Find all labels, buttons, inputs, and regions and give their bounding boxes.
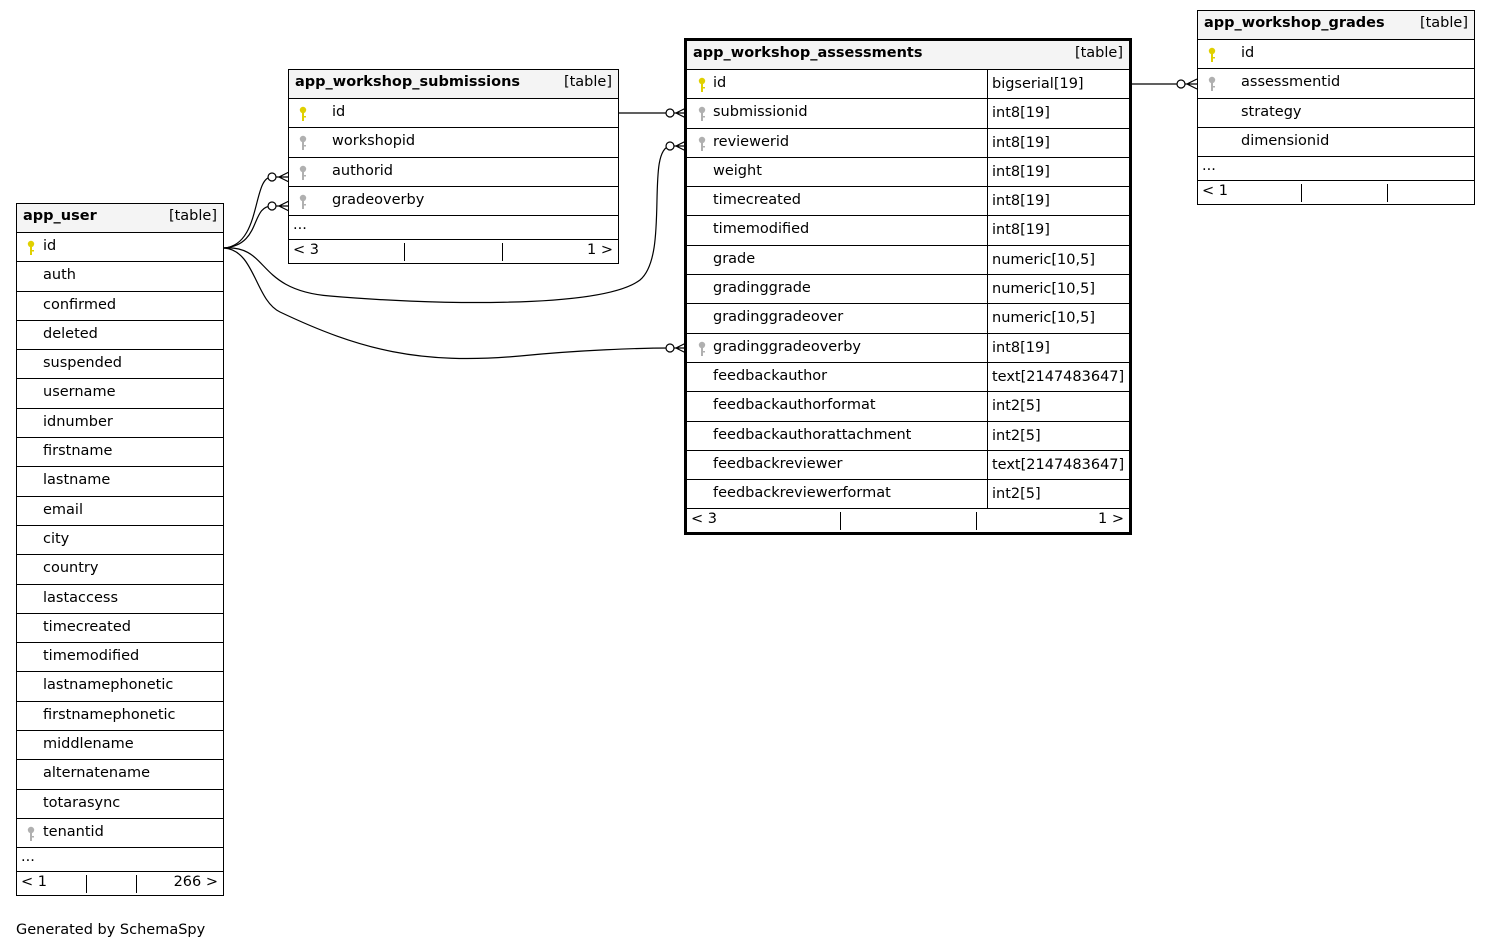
- column-type: numeric[10,5]: [987, 275, 1129, 303]
- column-name: feedbackreviewerformat: [713, 485, 891, 502]
- table-row[interactable]: [17, 702, 223, 731]
- column-type: numeric[10,5]: [987, 246, 1129, 274]
- column-name: totarasync: [43, 794, 121, 811]
- foreign-key-icon: [298, 135, 308, 151]
- table-row[interactable]: [17, 497, 223, 526]
- nav-left[interactable]: < 3: [691, 511, 717, 528]
- column-list: [1198, 40, 1474, 157]
- primary-key-icon: [298, 106, 308, 122]
- table-row[interactable]: [17, 555, 223, 584]
- foreign-key-icon: [26, 826, 36, 842]
- table-kind: [table]: [1074, 45, 1123, 61]
- table-row[interactable]: [17, 760, 223, 789]
- table-row[interactable]: [687, 216, 1129, 245]
- table-row[interactable]: [687, 246, 1129, 275]
- table-app-workshop-assessments[interactable]: [684, 38, 1132, 535]
- more-columns: ...: [1198, 157, 1474, 181]
- column-name: grade: [713, 250, 756, 267]
- column-name: gradeoverby: [332, 191, 425, 208]
- table-row[interactable]: [687, 99, 1129, 128]
- table-row[interactable]: [17, 350, 223, 379]
- column-name: feedbackauthorformat: [713, 397, 876, 414]
- table-app-user[interactable]: [16, 203, 224, 896]
- marker-gradinggradeoverby: [666, 344, 674, 352]
- table-row[interactable]: [289, 158, 618, 187]
- edge-user-submissions-gradeoverby: [224, 206, 272, 248]
- table-row[interactable]: [687, 158, 1129, 187]
- column-name: alternatename: [43, 765, 151, 782]
- table-row[interactable]: [687, 275, 1129, 304]
- table-row[interactable]: [17, 585, 223, 614]
- table-row[interactable]: [17, 409, 223, 438]
- table-row[interactable]: [687, 70, 1129, 99]
- edge-user-submissions-authorid: [224, 177, 272, 248]
- column-type: int8[19]: [987, 129, 1129, 157]
- edge-user-assessments-gradinggradeoverby: [224, 248, 670, 359]
- table-row[interactable]: [17, 321, 223, 350]
- table-row[interactable]: [687, 392, 1129, 421]
- more-columns: ...: [289, 216, 618, 240]
- column-name: username: [43, 384, 116, 401]
- column-name: middlename: [43, 736, 134, 753]
- table-header: [289, 70, 618, 99]
- column-name: strategy: [1241, 103, 1302, 120]
- table-row[interactable]: [687, 334, 1129, 363]
- table-row[interactable]: [17, 467, 223, 496]
- nav-left[interactable]: < 3: [293, 242, 319, 259]
- column-name: feedbackauthorattachment: [713, 426, 912, 443]
- primary-key-icon: [697, 77, 707, 93]
- column-name: id: [1241, 45, 1255, 61]
- column-name: deleted: [43, 325, 98, 342]
- column-name: country: [43, 560, 99, 577]
- table-row[interactable]: [17, 643, 223, 672]
- table-app-workshop-submissions[interactable]: [288, 69, 619, 264]
- table-row[interactable]: [687, 187, 1129, 216]
- column-name: id: [332, 104, 346, 120]
- more-columns: ...: [17, 848, 223, 872]
- foreign-key-icon: [697, 136, 707, 152]
- column-name: firstnamephonetic: [43, 706, 176, 723]
- marker-assessmentid: [1177, 80, 1185, 88]
- column-type: int2[5]: [987, 392, 1129, 420]
- column-name: lastnamephonetic: [43, 677, 174, 694]
- column-name: timecreated: [713, 192, 801, 209]
- column-type: text[2147483647]: [987, 363, 1129, 391]
- column-name: gradinggradeover: [713, 309, 844, 326]
- table-row[interactable]: [687, 129, 1129, 158]
- column-type: int8[19]: [987, 158, 1129, 186]
- column-name: gradinggrade: [713, 280, 811, 297]
- foreign-key-icon: [298, 194, 308, 210]
- table-row[interactable]: [687, 480, 1129, 509]
- table-row[interactable]: [17, 672, 223, 701]
- column-name: reviewerid: [713, 133, 790, 150]
- column-name: timecreated: [43, 618, 131, 635]
- column-name: feedbackauthor: [713, 367, 828, 384]
- column-name: idnumber: [43, 413, 113, 430]
- table-kind: [table]: [1419, 15, 1468, 31]
- column-type: int8[19]: [987, 99, 1129, 127]
- table-row[interactable]: [289, 187, 618, 216]
- table-footer-nav: [687, 509, 1129, 532]
- column-list: [687, 70, 1129, 509]
- table-row[interactable]: [687, 451, 1129, 480]
- table-row[interactable]: [17, 731, 223, 760]
- table-row[interactable]: [17, 614, 223, 643]
- column-type: int8[19]: [987, 187, 1129, 215]
- foreign-key-icon: [697, 106, 707, 122]
- table-name: app_workshop_submissions: [295, 74, 521, 90]
- marker-reviewerid: [666, 142, 674, 150]
- foreign-key-icon: [697, 341, 707, 357]
- column-name: timemodified: [713, 221, 810, 238]
- nav-left[interactable]: < 1: [21, 874, 47, 891]
- column-name: assessmentid: [1241, 74, 1341, 91]
- nav-right[interactable]: 1 >: [587, 242, 613, 259]
- column-name: id: [713, 75, 727, 91]
- column-name: timemodified: [43, 648, 140, 665]
- column-name: submissionid: [713, 104, 808, 121]
- column-type: text[2147483647]: [987, 451, 1129, 479]
- table-header: [687, 41, 1129, 70]
- column-name: gradinggradeoverby: [713, 338, 861, 355]
- column-type: int8[19]: [987, 334, 1129, 362]
- table-row[interactable]: [17, 438, 223, 467]
- table-row[interactable]: [17, 790, 223, 819]
- column-name: suspended: [43, 355, 122, 372]
- table-footer-nav: [289, 240, 618, 263]
- column-name: city: [43, 530, 70, 547]
- table-row[interactable]: [289, 128, 618, 157]
- table-row[interactable]: [1198, 40, 1474, 69]
- column-name: id: [43, 238, 57, 254]
- column-type: int2[5]: [987, 422, 1129, 450]
- generated-by-label: Generated by SchemaSpy: [16, 922, 206, 938]
- column-type: int8[19]: [987, 216, 1129, 244]
- table-row[interactable]: [687, 422, 1129, 451]
- table-row[interactable]: [1198, 99, 1474, 128]
- column-name: confirmed: [43, 296, 117, 313]
- table-row[interactable]: [17, 262, 223, 291]
- table-footer-nav: [17, 872, 223, 895]
- table-app-workshop-grades[interactable]: [1197, 10, 1475, 205]
- table-row[interactable]: [687, 304, 1129, 333]
- nav-right[interactable]: 266 >: [173, 874, 218, 891]
- table-row[interactable]: [1198, 128, 1474, 157]
- table-row[interactable]: [17, 526, 223, 555]
- table-row[interactable]: [17, 292, 223, 321]
- column-list: [289, 99, 618, 216]
- column-name: email: [43, 501, 83, 518]
- nav-left[interactable]: < 1: [1202, 183, 1228, 200]
- table-row[interactable]: [17, 379, 223, 408]
- foreign-key-icon: [1207, 76, 1217, 92]
- table-name: app_workshop_grades: [1204, 15, 1385, 31]
- table-kind: [table]: [563, 74, 612, 90]
- column-name: dimensionid: [1241, 132, 1330, 149]
- column-type: bigserial[19]: [987, 70, 1129, 98]
- column-name: firstname: [43, 443, 113, 460]
- column-name: weight: [713, 162, 762, 179]
- table-header: [1198, 11, 1474, 40]
- primary-key-icon: [26, 240, 36, 256]
- table-header: [17, 204, 223, 233]
- marker-submissionid: [666, 109, 674, 117]
- column-name: lastname: [43, 472, 111, 489]
- table-row[interactable]: [17, 233, 223, 262]
- table-name: app_workshop_assessments: [693, 45, 923, 61]
- marker-authorid: [268, 173, 276, 181]
- table-footer-nav: [1198, 181, 1474, 204]
- table-row[interactable]: [17, 819, 223, 848]
- table-row[interactable]: [289, 99, 618, 128]
- primary-key-icon: [1207, 47, 1217, 63]
- column-name: feedbackreviewer: [713, 455, 843, 472]
- table-kind: [table]: [168, 208, 217, 224]
- column-list: [17, 233, 223, 848]
- column-name: lastaccess: [43, 589, 119, 606]
- marker-gradeoverby: [268, 202, 276, 210]
- column-type: numeric[10,5]: [987, 304, 1129, 332]
- foreign-key-icon: [298, 165, 308, 181]
- column-type: int2[5]: [987, 480, 1129, 508]
- column-name: auth: [43, 267, 76, 284]
- column-name: tenantid: [43, 823, 104, 840]
- nav-right[interactable]: 1 >: [1098, 511, 1124, 528]
- column-name: workshopid: [332, 133, 416, 150]
- column-name: authorid: [332, 162, 394, 179]
- table-row[interactable]: [687, 363, 1129, 392]
- table-name: app_user: [23, 208, 97, 224]
- table-row[interactable]: [1198, 69, 1474, 98]
